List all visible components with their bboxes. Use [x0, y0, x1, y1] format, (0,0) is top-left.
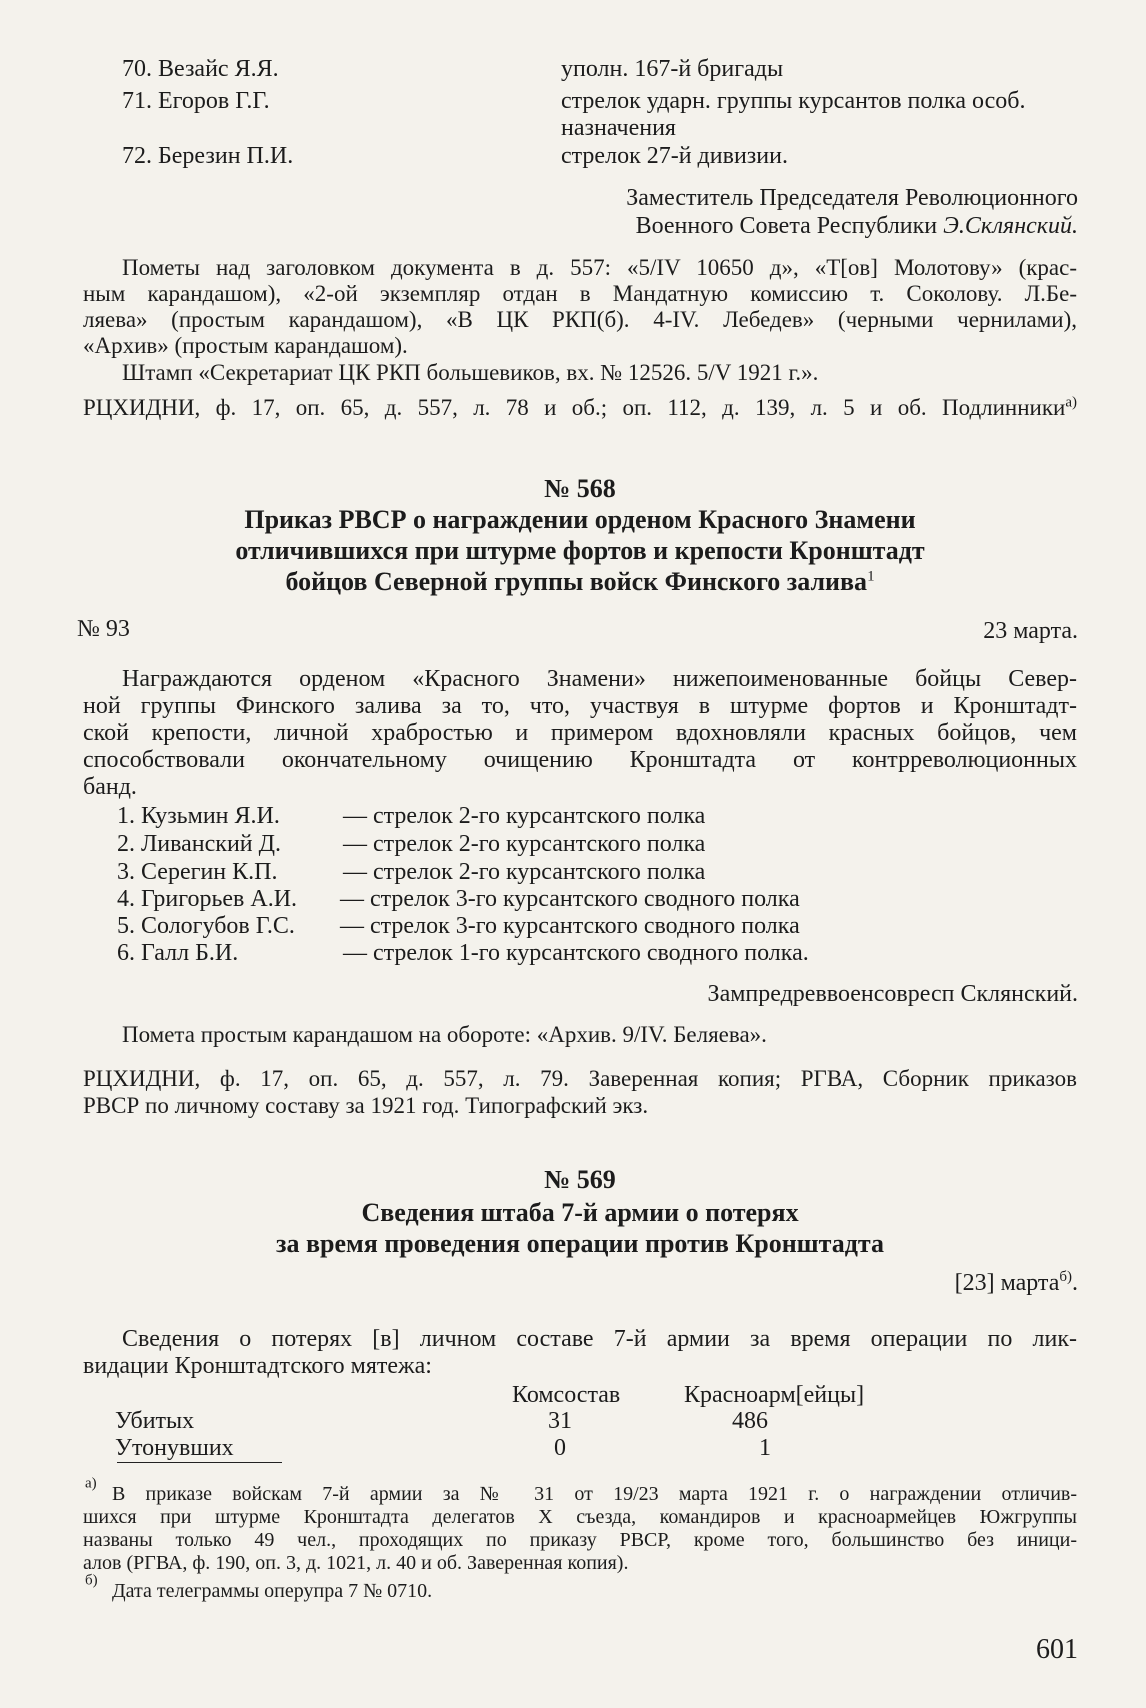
footnote-a-line1: В приказе войскам 7-й армии за № 31 от 19/23 марта 1921 г. о награждении отличив-	[112, 1483, 1077, 1505]
signature-title-text: Военного Совета Республики	[635, 213, 938, 239]
doc-569-number: № 569	[544, 1165, 616, 1194]
note-line-1: Пометы над заголовком документа в д. 557: «5/IV 10650 д», «Т[ов] Молотову» (крас-	[122, 255, 1077, 280]
doc-569-title-line2: за время проведения операции против Кронштадта	[276, 1229, 884, 1258]
signature-name: Э.Склянский.	[943, 213, 1078, 239]
table-cell: 1	[759, 1435, 771, 1461]
footnote-ref-a: а)	[1065, 394, 1077, 411]
doc-569-date-text: [23] марта	[954, 1270, 1060, 1296]
footnote-a-line2: шихся при штурме Кронштадта делегатов X съезда, командиров и красноармейцев Южгруппы	[83, 1506, 1077, 1528]
awardee-desc: — стрелок 3-го курсантского сводного полка	[340, 886, 800, 912]
awardee-desc: — стрелок 1-го курсантского сводного полка.	[343, 940, 809, 966]
doc-568-title-line1: Приказ РВСР о награждении орденом Красного Знамени	[244, 505, 916, 534]
signature-title-line2	[478, 213, 1078, 240]
archive-source-1-text: РЦХИДНИ, ф. 17, оп. 65, д. 557, л. 78 и об.; оп. 112, д. 139, л. 5 и об. Подлинники	[83, 395, 1066, 420]
doc-569-date	[778, 1270, 1078, 1297]
doc-568-signature: Зампредреввоенсоврес​п Склянский.	[707, 981, 1078, 1007]
doc-568-number: № 568	[544, 474, 616, 503]
footnote-a-line3: названы только 49 чел., проходящих по приказу РВСР, кроме того, большинство без иници-	[83, 1529, 1077, 1551]
awardee-name: 2. Ливанский Д.	[117, 831, 282, 857]
table-cell: 0	[554, 1435, 566, 1461]
signature-title-line1: Заместитель Председателя Революционного	[626, 185, 1078, 211]
note-line-4: «Архив» (простым карандашом).	[83, 333, 408, 358]
doc-568-body-line5: банд.	[83, 774, 137, 800]
doc-568-body-line2: ной группы Финского залива за то, что, участвуя в штурме фортов и Кронштадт-	[83, 693, 1077, 719]
awardee-name: 4. Григорьев А.И.	[117, 886, 298, 912]
page-number: 601	[1036, 1634, 1078, 1665]
awardee-name: 5. Сологубов Г.С.	[117, 913, 295, 939]
doc-568-note: Помета простым карандашом на обороте: «Архив. 9/IV. Беляева».	[122, 1022, 767, 1047]
stamp-note: Штамп «Секретариат ЦК РКП большевиков, вх. № 12526. 5/V 1921 г.».	[122, 360, 819, 385]
doc-568-title-line3	[83, 567, 1077, 597]
doc-568-body-line1: Награждаются орденом «Красного Знамени» нижепоименованные бойцы Север-	[122, 666, 1077, 692]
doc-569-title-line1: Сведения штаба 7-й армии о потерях	[361, 1198, 799, 1227]
order-number: № 93	[77, 616, 130, 642]
table-header-komsostav: Комсостав	[512, 1382, 621, 1408]
list-item-72-name: 72. Березин П.И.	[122, 143, 294, 169]
awardee-name: 3. Серегин К.П.	[117, 859, 278, 885]
list-item-72-role: стрелок 27-й дивизии.	[561, 143, 788, 169]
archive-source-1	[83, 395, 1077, 421]
doc-568-footnote-ref: 1	[867, 568, 875, 585]
doc-568-source-line2: РВСР по личному составу за 1921 год. Типографский экз.	[83, 1093, 649, 1118]
doc-568-date: 23 марта.	[983, 618, 1078, 644]
table-cell: 31	[548, 1408, 572, 1434]
awardee-desc: — стрелок 3-го курсантского сводного полка	[340, 913, 800, 939]
footnote-b-mark	[85, 1572, 98, 1598]
doc-568-body-line3: ской крепости, личной храбростью и примером вдохновляли красных бойцов, чем	[83, 720, 1077, 746]
awardee-name: 1. Кузьмин Я.И.	[117, 803, 280, 829]
footnote-b-sup: б)	[85, 1572, 98, 1589]
doc-569-body-line2: видации Кронштадтского мятежа:	[83, 1353, 432, 1379]
awardee-desc: — стрелок 2-го курсантского полка	[343, 803, 706, 829]
footnote-ref-b: б)	[1059, 1269, 1072, 1285]
awardee-name: 6. Галл Б.И.	[117, 940, 239, 966]
doc-568-body-line4: способствовали окончательному очищению Кронштадта от контрреволюционных	[83, 747, 1077, 773]
table-header-krasnoarmeitsy: Красноарм[ейцы]	[684, 1382, 865, 1408]
doc-569-date-end: .	[1072, 1270, 1078, 1296]
note-line-2: ным карандашом), «2-ой экземпляр отдан в Мандатную комиссию т. Соколову. Л.Бе-	[83, 281, 1077, 306]
footnote-a-sup: а)	[85, 1475, 97, 1492]
list-item-71-role: стрелок ударн. группы курсантов полка особ.	[561, 88, 1026, 114]
footnote-divider	[117, 1462, 282, 1463]
table-row-label: Убитых	[115, 1408, 195, 1434]
table-cell: 486	[732, 1408, 768, 1434]
footnote-a-mark	[85, 1475, 97, 1501]
doc-568-title-line2: отличившихся при штурме фортов и крепости Кронштадт	[235, 536, 925, 565]
list-item-71-role-cont: назначения	[561, 115, 676, 141]
table-row-label: Утонувших	[115, 1435, 234, 1461]
doc-568-title-line3-text: бойцов Северной группы войск Финского залива	[285, 567, 868, 596]
list-item-70-role: уполн. 167-й бригады	[561, 56, 784, 82]
footnote-b-text: Дата телеграммы оперупра 7 № 0710.	[112, 1580, 433, 1602]
awardee-desc: — стрелок 2-го курсантского полка	[343, 831, 706, 857]
awardee-desc: — стрелок 2-го курсантского полка	[343, 859, 706, 885]
list-item-70-name: 70. Везайс Я.Я.	[122, 56, 279, 82]
doc-568-source-line1: РЦХИДНИ, ф. 17, оп. 65, д. 557, л. 79. Заверенная копия; РГВА, Сборник приказов	[83, 1066, 1077, 1091]
footnote-a-line4: алов (РГВА, ф. 190, оп. 3, д. 1021, л. 40 и об. Заверенная копия).	[83, 1552, 629, 1574]
note-line-3: ляева» (простым карандашом), «В ЦК РКП(б). 4-IV. Лебедев» (черными чернилами),	[83, 307, 1077, 332]
doc-569-body-line1: Сведения о потерях [в] личном составе 7-й армии за время операции по лик-	[122, 1326, 1077, 1352]
list-item-71-name: 71. Егоров Г.Г.	[122, 88, 270, 114]
